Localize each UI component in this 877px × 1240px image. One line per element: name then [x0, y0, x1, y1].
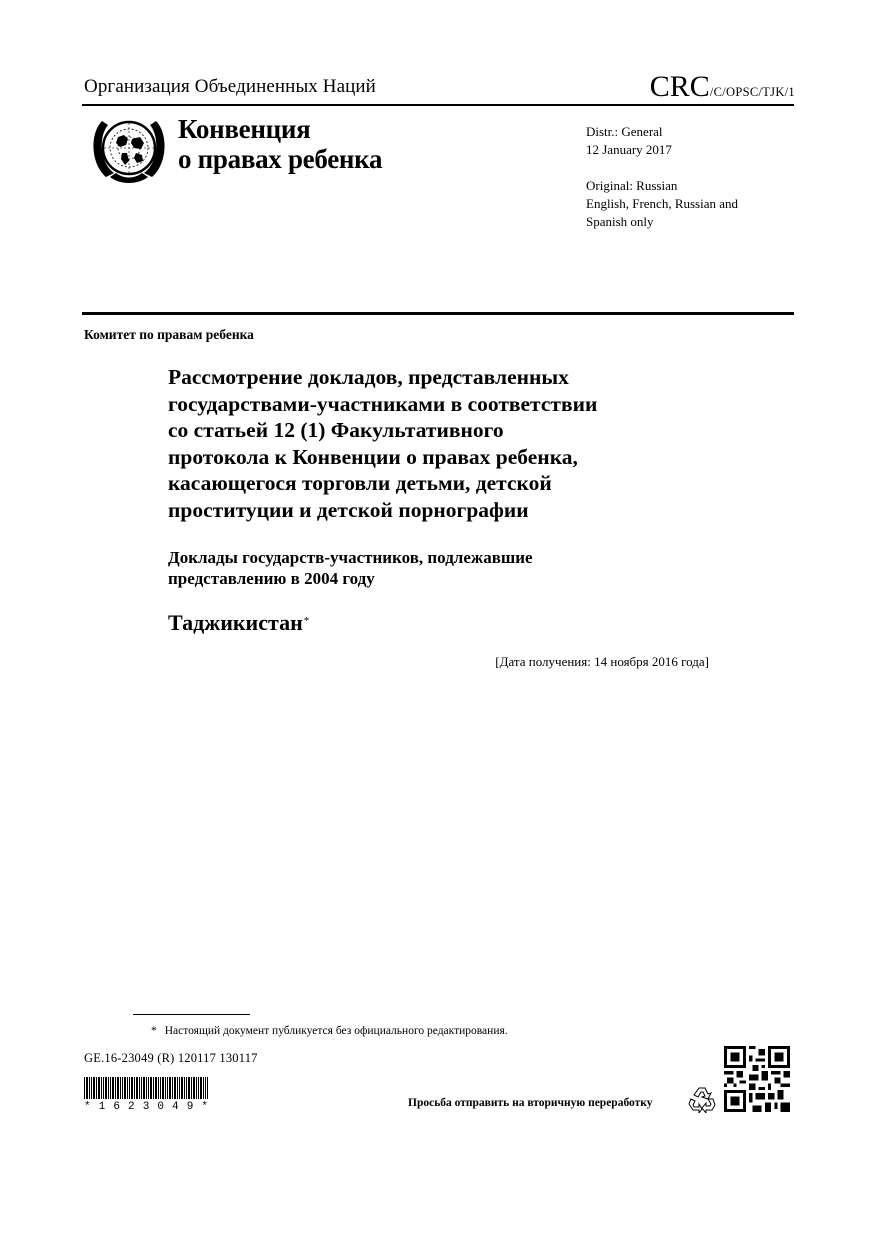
main-title	[168, 364, 768, 523]
subtitle-line: Доклады государств-участников, подлежавшие	[168, 548, 533, 567]
language-block	[586, 177, 738, 231]
recycle-icon	[688, 1085, 716, 1113]
title-line: протокола к Конвенции о правах ребенка,	[168, 444, 578, 469]
un-emblem-icon	[88, 113, 170, 185]
title-line: касающегося торговли детьми, детской	[168, 471, 552, 495]
languages-line: Spanish only	[586, 214, 654, 229]
subtitle-line: представлению в 2004 году	[168, 569, 375, 588]
title-line: со статьей 12 (1) Факультативного	[168, 418, 504, 442]
barcode-char: *	[84, 1101, 91, 1113]
barcode-char: 9	[186, 1101, 194, 1113]
footnote-mark: *	[151, 1025, 157, 1037]
subtitle	[168, 547, 533, 589]
original-language: Original: Russian	[586, 178, 678, 193]
barcode-char: *	[201, 1101, 208, 1113]
convention-title	[178, 114, 382, 174]
convention-title-line: Конвенция	[178, 114, 311, 144]
document-code: GE.16-23049 (R) 120117 130117	[84, 1051, 258, 1065]
footnote-reference[interactable]: *	[303, 615, 310, 627]
barcode-icon	[84, 1077, 208, 1099]
barcode-char: 3	[142, 1101, 150, 1113]
barcode-char: 0	[157, 1101, 164, 1113]
convention-title-line: о правах ребенка	[178, 144, 383, 174]
section-rule	[82, 312, 794, 315]
barcode-digits	[84, 1101, 208, 1113]
qr-code-icon	[723, 1046, 791, 1112]
symbol-main: CRC	[649, 70, 710, 103]
languages-line: English, French, Russian and	[586, 196, 739, 211]
barcode-char: 6	[113, 1101, 120, 1113]
received-date: [Дата получения: 14 ноября 2016 года]	[495, 654, 709, 669]
header-rule	[82, 104, 794, 106]
barcode-char: 1	[98, 1101, 106, 1113]
title-line: государствами-участниками в соответствии	[168, 391, 598, 416]
footnote-text: Настоящий документ публикуется без официального редактирования.	[164, 1025, 508, 1037]
document-symbol	[650, 70, 795, 104]
organization-name: Организация Объединенных Наций	[84, 76, 376, 97]
title-line: Рассмотрение докладов, представленных	[168, 365, 569, 389]
recycle-note: Просьба отправить на вторичную переработку	[408, 1097, 653, 1109]
barcode-char: 4	[172, 1101, 179, 1113]
committee-name: Комитет по правам ребенка	[84, 327, 254, 342]
distribution-block	[586, 123, 672, 159]
title-line: проституции и детской порнографии	[168, 497, 529, 522]
footnote	[151, 1025, 508, 1037]
country-name: Таджикистан	[168, 610, 303, 635]
distribution-type: Distr.: General	[586, 124, 663, 139]
barcode-char: 2	[128, 1101, 135, 1113]
issue-date: 12 January 2017	[586, 142, 672, 157]
country-heading	[168, 610, 309, 636]
symbol-suffix: /C/OPSC/TJK/1	[709, 85, 795, 99]
footnote-separator	[133, 1014, 250, 1015]
